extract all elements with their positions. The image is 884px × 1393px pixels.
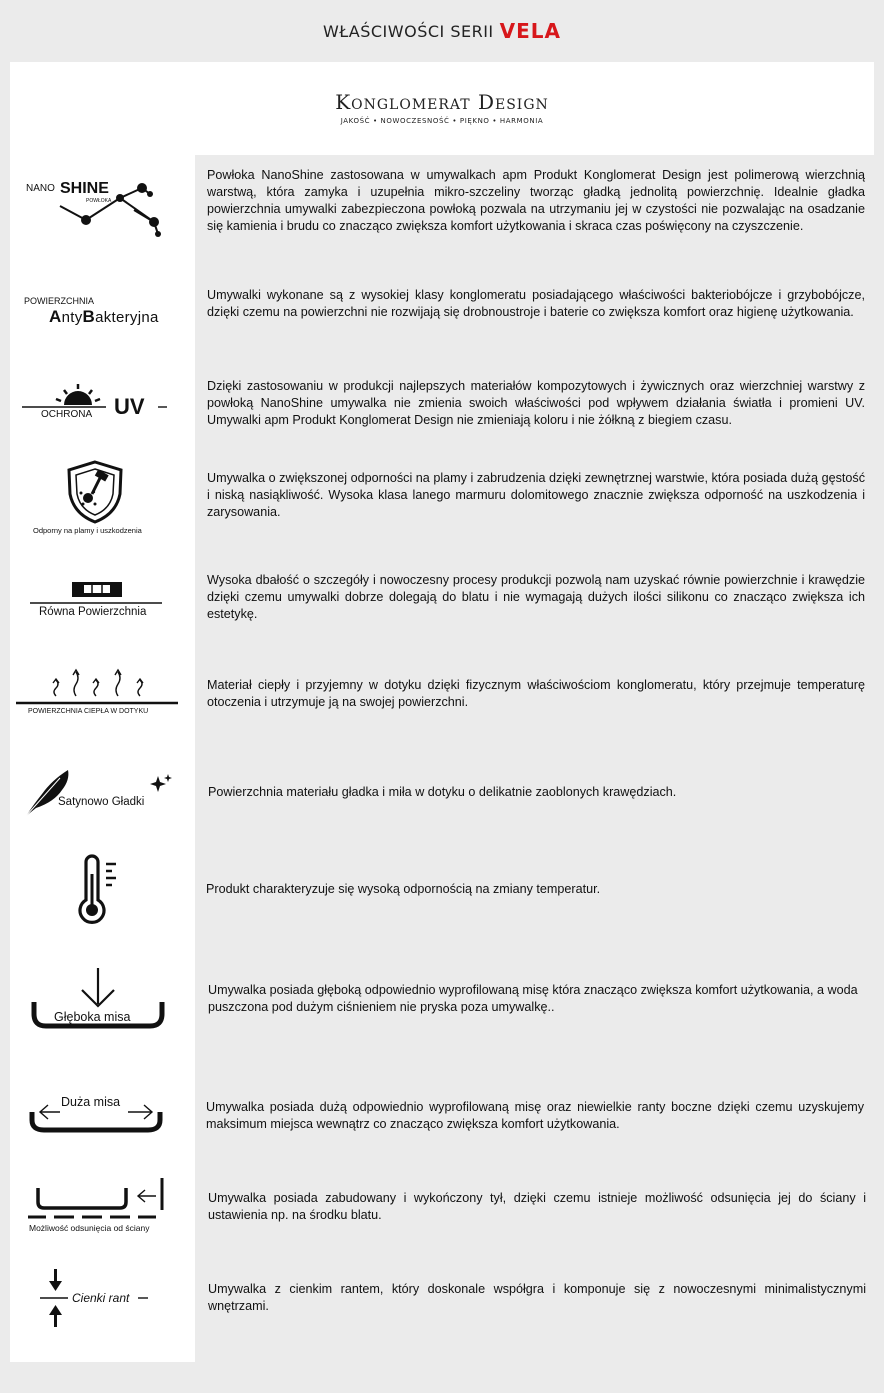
feature-text-shield: Umywalka o zwiększonej odporności na plamy i zabrudzenia dzięki zewnętrznej warstwie, która posiada dużą gęstość i niską nasiąkliwość. Wysoka klasa lanego marmuru dolomitowego znacznie zwiększa odporność na uszkodzenia i zarysowania.	[207, 471, 865, 519]
wall-distance-label: Możliwość odsunięcia od ściany	[29, 1223, 150, 1233]
wide-basin-label: Duża misa	[61, 1095, 121, 1109]
shine-label: SHINE	[60, 180, 109, 197]
antibacterial-b: B	[82, 307, 96, 326]
page-title	[0, 0, 884, 62]
feature-text-warm: Materiał ciepły i przyjemny w dotyku dzięki fizycznym właściwościom konglomeratu, który przejmuje temperaturę otoczenia i utrzymuje ją na swojej powierzchni.	[207, 678, 865, 709]
spirit-level-label: Równa Powierzchnia	[39, 606, 147, 618]
feature-text-deep: Umywalka posiada głęboką odpowiednio wyprofilowaną misę która znacząco zwiększa komfort użytkowania, a woda puszczona pod dużym ciśnieniem nie pryska poza umywalkę..	[208, 983, 858, 1014]
thin-rim-label: Cienki rant	[72, 1291, 130, 1305]
brand-logo: Konglomerat Design	[335, 90, 549, 114]
description-column	[195, 155, 874, 1362]
feature-text-thermo: Produkt charakteryzuje się wysoką odpornością na zmiany temperatur.	[206, 882, 601, 896]
spirit-level-icon	[30, 582, 162, 606]
feather-label: Satynowo Gładki	[58, 796, 145, 808]
thermometer-icon	[76, 856, 122, 928]
feature-text-wide: Umywalka posiada dużą odpowiednio wyprofilowaną misę oraz niewielkie ranty boczne dzięki czemu uzyskujemy maksimum miejsca wewnątrz co znacząco zwiększa komfort użytkowania.	[206, 1100, 864, 1131]
shield-label: Odporny na plamy i uszkodzenia	[33, 526, 142, 535]
page-title-prefix: WŁAŚCIWOŚCI SERII	[322, 21, 494, 41]
feature-text-rim: Umywalka z cienkim rantem, który doskonale współgra i komponuje się z nowoczesnymi minimalistycznymi wnętrzami.	[208, 1282, 866, 1313]
feature-text-satin: Powierzchnia materiału gładka i miła w dotyku o delikatnie zaoblonych krawędziach.	[208, 785, 677, 799]
brand-header	[10, 62, 874, 155]
feature-text-level: Wysoka dbałość o szczegóły i nowoczesny procesy produkcji pozwolą nam uzyskać równie powierzchnie i krawędzie dzięki czemu umywalki dobrze dolegają do blatu i nie wymagają dużych ilości silikonu co znacząco zwiększa ich estetykę.	[207, 573, 865, 621]
antibacterial-top-label: POWIERZCHNIA	[24, 296, 95, 306]
powloka-label: POWŁOKA	[86, 198, 112, 204]
uv-label: UV	[114, 394, 145, 419]
antibacterial-nty: nty	[61, 309, 83, 326]
warm-surface-icon	[16, 666, 178, 706]
feather-icon	[22, 764, 174, 818]
feature-text-uv: Dzięki zastosowaniu w produkcji najlepszych materiałów kompozytowych i żywicznych oraz wierzchniej warstwy z powłoką NanoShine umywalka nie zmienia swoich właściwości pod wpływem działania światła i promieni UV. Umywalki apm Produkt Konglomerat Design nie zmieniają koloru i nie żółkną z biegiem czasu.	[207, 379, 865, 427]
antibacterial-icon	[22, 296, 182, 326]
brand-tagline: JAKOŚĆ • NOWOCZESNOŚĆ • PIĘKNO • HARMONIA	[340, 117, 544, 125]
uv-ochrona-label: OCHRONA	[41, 409, 93, 420]
feature-text-antibacterial: Umywalki wykonane są z wysokiej klasy konglomeratu posiadającego właściwości bakteriobójcze i grzybobójcze, dzięki czemu na powierzchni nie rozwijają się drobnoustroje i baterie co zwiększa komfort oraz higienę użytkowania.	[207, 288, 865, 319]
page-title-brand: VELA	[499, 19, 562, 43]
deep-basin-label: Głęboka misa	[54, 1010, 131, 1024]
wall-distance-icon	[28, 1176, 168, 1222]
feature-text-nanoshine: Powłoka NanoShine zastosowana w umywalkach apm Produkt Konglomerat Design jest polimerową wierzchnią warstwą, która zamyka i uzupełnia mikro-szczeliny tworząc gładką jednolitą powierzchnię. Idealnie gładka powierzchnia umywalki zabezpieczona powłoką pozwala na utrzymaniu jej w czystości nie pozwalając na osadzanie się kamienia i brudu co znacząco zwiększa komfort użytkowania i skraca czas poświęcony na czyszczenie.	[207, 168, 865, 233]
antibacterial-main-label	[49, 307, 159, 327]
nano-label: NANO	[26, 183, 55, 194]
antibacterial-rest: akteryjna	[95, 309, 159, 326]
feature-text-wall: Umywalka posiada zabudowany i wykończony tył, dzięki czemu istnieje możliwość odsunięcia jej do ściany i ustawienia np. na środku blatu.	[208, 1191, 866, 1222]
warm-surface-label: POWIERZCHNIA CIEPŁA W DOTYKU	[28, 708, 149, 715]
stain-shield-icon	[66, 460, 124, 524]
antibacterial-a: A	[49, 307, 62, 326]
